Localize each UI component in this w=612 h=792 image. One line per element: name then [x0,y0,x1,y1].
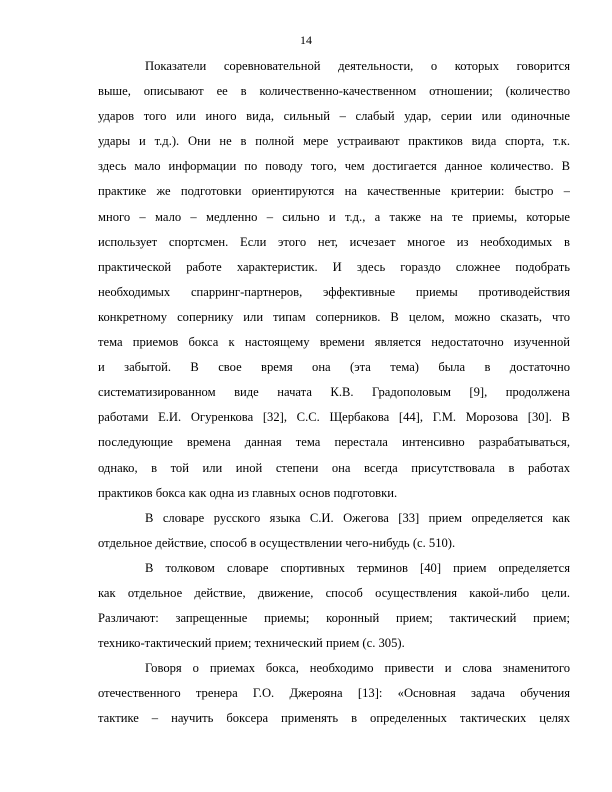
text-line: работами Е.И. Огуренкова [32], С.С. Щербакова [44], Г.М. Морозова [30]. В [98,410,570,425]
text-line: отечественного тренера Г.О. Джерояна [13]: «Основная задача обучения [98,686,570,701]
text-line: систематизированном виде начата К.В. Градополовым [9], продолжена [98,385,570,400]
text-line: Говоря о приемах бокса, необходимо привести и слова знаменитого [145,661,570,676]
paragraph [98,656,570,731]
text-line: использует спортсмен. Если этого нет, исчезает многое из необходимых в [98,234,570,249]
text-line: много – мало – медленно – сильно и т.д., а также на те приемы, которые [98,209,570,224]
page-number: 14 [300,33,312,47]
text-line: удары и т.д.). Они не в полной мере устраивают практиков вида спорта, т.к. [98,134,570,149]
text-line: выше, описывают ее в количественно-качественном отношении; (количество [98,84,570,99]
text-line: практике же подготовки ориентируются на качественные критерии: быстро – [98,184,570,199]
paragraph [98,556,570,656]
text-line: как отдельное действие, движение, способ осуществления какой-либо цели. [98,585,570,600]
text-line: Показатели соревновательной деятельности, о которых говорится [145,59,570,73]
text-line: здесь мало информации по поводу того, чем достигается данное количество. В [98,159,570,174]
text-line: тактике – научить боксера применять в определенных тактических целях [98,711,570,726]
text-line: необходимых спарринг-партнеров, эффективные приемы противодействия [98,284,570,299]
text-line: конкретному сопернику или типам соперников. В целом, можно сказать, что [98,309,570,324]
text-line: В толковом словаре спортивных терминов [40] прием определяется [145,560,570,575]
text-line: отдельное действие, способ в осуществлении чего-нибудь (с. 510). [98,535,456,550]
text-line: последующие времена данная тема перестала интенсивно разрабатываться, [98,435,570,450]
text-line: ударов того или иного вида, сильный – слабый удар, серии или одиночные [98,109,570,124]
text-line: практической работе характеристик. И здесь гораздо сложнее подобрать [98,259,570,274]
paragraph [98,54,570,506]
text-line: однако, в той или иной степени она всегда присутствовала в работах [98,460,570,475]
text-line: Различают: запрещенные приемы; коронный прием; тактический прием; [98,611,570,626]
text-line: тема приемов бокса к настоящему времени является недостаточно изученной [98,335,570,350]
paragraph [98,506,570,556]
text-line: технико-тактический прием; технический прием (с. 305). [98,636,405,651]
text-line: практиков бокса как одна из главных основ подготовки. [98,485,398,500]
body-text [98,54,570,732]
text-line: и забытой. В свое время она (эта тема) была в достаточно [98,360,570,375]
text-line: В словаре русского языка С.И. Ожегова [33] прием определяется как [145,510,570,525]
